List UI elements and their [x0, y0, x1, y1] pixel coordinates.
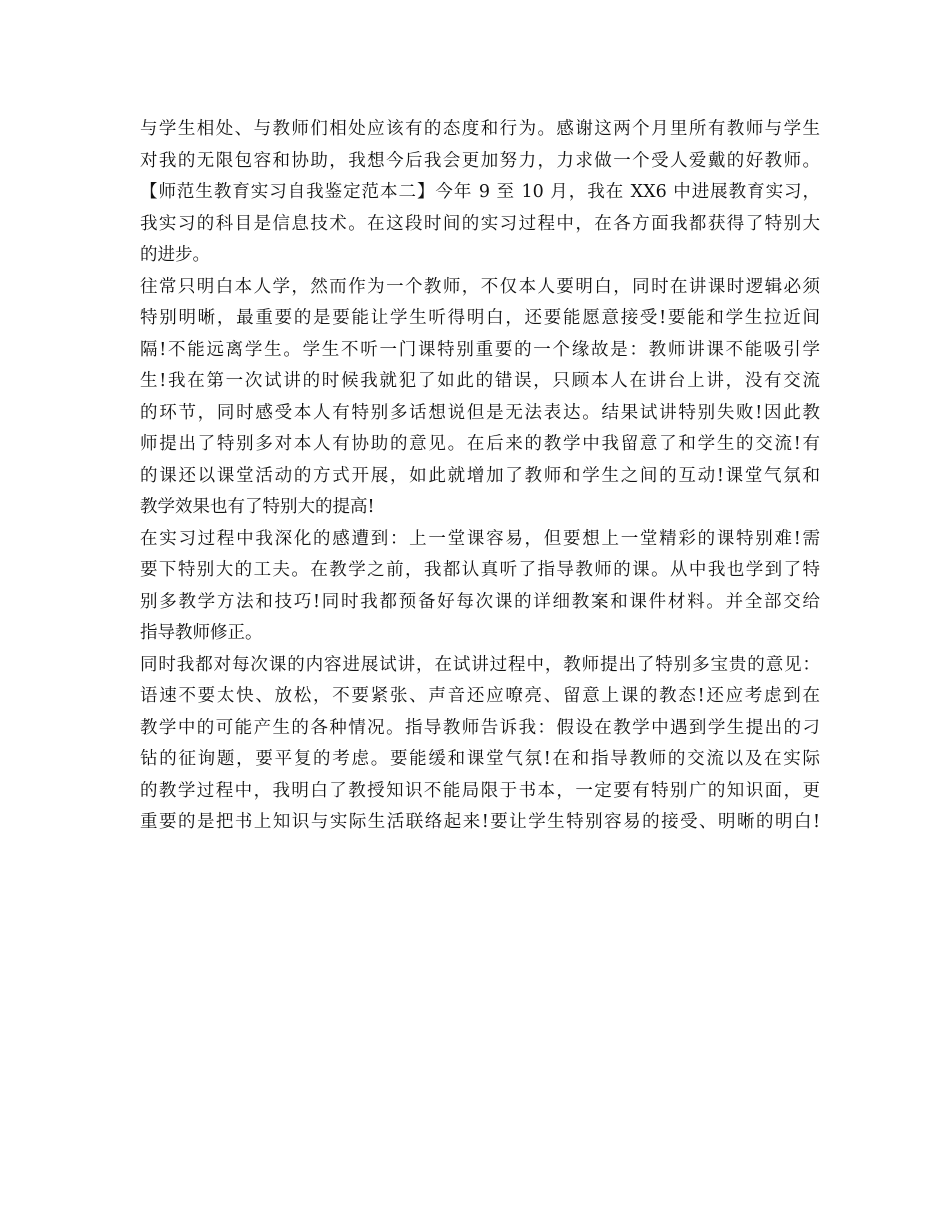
- text-line: 教学中的可能产生的各种情况。指导教师告诉我：假设在教学中遇到学生提出的刁: [140, 717, 820, 738]
- text-line: 指导教师修正。: [140, 623, 263, 643]
- text-line: 生!我在第一次试讲的时候我就犯了如此的错误，只顾本人在讲台上讲，没有交流: [140, 371, 820, 391]
- text-line: 特别明晰，最重要的是要能让学生听得明白，还要能愿意接受!要能和学生拉近间: [140, 308, 820, 328]
- text-line: 的教学过程中，我明白了教授知识不能局限于书本，一定要有特别广的知识面，更: [140, 780, 820, 801]
- text-line: 教学效果也有了特别大的提高!: [140, 497, 375, 517]
- text-line: 的环节，同时感受本人有特别多话想说但是无法表达。结果试讲特别失败!因此教: [140, 402, 820, 423]
- text-line: 【师范生教育实习自我鉴定范本二】今年 9 至 10 月，我在 XX6 中进展教育实习，: [140, 182, 820, 202]
- text-line: 的课还以课堂活动的方式开展，如此就增加了教师和学生之间的互动!课堂气氛和: [140, 465, 820, 486]
- text-line: 语速不要太快、放松，不要紧张、声音还应嘹亮、留意上课的教态!还应考虑到在: [140, 686, 820, 706]
- text-line: 别多教学方法和技巧!同时我都预备好每次课的详细教案和课件材料。并全部交给: [140, 591, 820, 612]
- text-line: 的进步。: [140, 245, 210, 265]
- text-line: 隔!不能远离学生。学生不听一门课特别重要的一个缘故是：教师讲课不能吸引学: [140, 339, 820, 360]
- text-line: 同时我都对每次课的内容进展试讲，在试讲过程中，教师提出了特别多宝贵的意见：: [140, 654, 820, 675]
- text-line: 在实习过程中我深化的感遭到：上一堂课容易，但要想上一堂精彩的课特别难!需: [140, 528, 820, 549]
- text-line: 钻的征询题，要平复的考虑。要能缓和课堂气氛!在和指导教师的交流以及在实际: [140, 749, 820, 769]
- text-line: 我实习的科目是信息技术。在这段时间的实习过程中，在各方面我都获得了特别大: [140, 213, 820, 234]
- text-line: 要下特别大的工夫。在教学之前，我都认真听了指导教师的课。从中我也学到了特: [140, 560, 820, 580]
- text-line: 与学生相处、与教师们相处应该有的态度和行为。感谢这两个月里所有教师与学生: [140, 119, 820, 139]
- text-line: 师提出了特别多对本人有协助的意见。在后来的教学中我留意了和学生的交流!有: [140, 434, 820, 454]
- text-line: 重要的是把书上知识与实际生活联络起来!要让学生特别容易的接受、明晰的明白!: [140, 812, 820, 832]
- text-line: 往常只明白本人学，然而作为一个教师，不仅本人要明白，同时在讲课时逻辑必须: [140, 276, 820, 297]
- text-line: 对我的无限包容和协助，我想今后我会更加努力，力求做一个受人爱戴的好教师。: [140, 150, 820, 171]
- document-body: [140, 114, 820, 839]
